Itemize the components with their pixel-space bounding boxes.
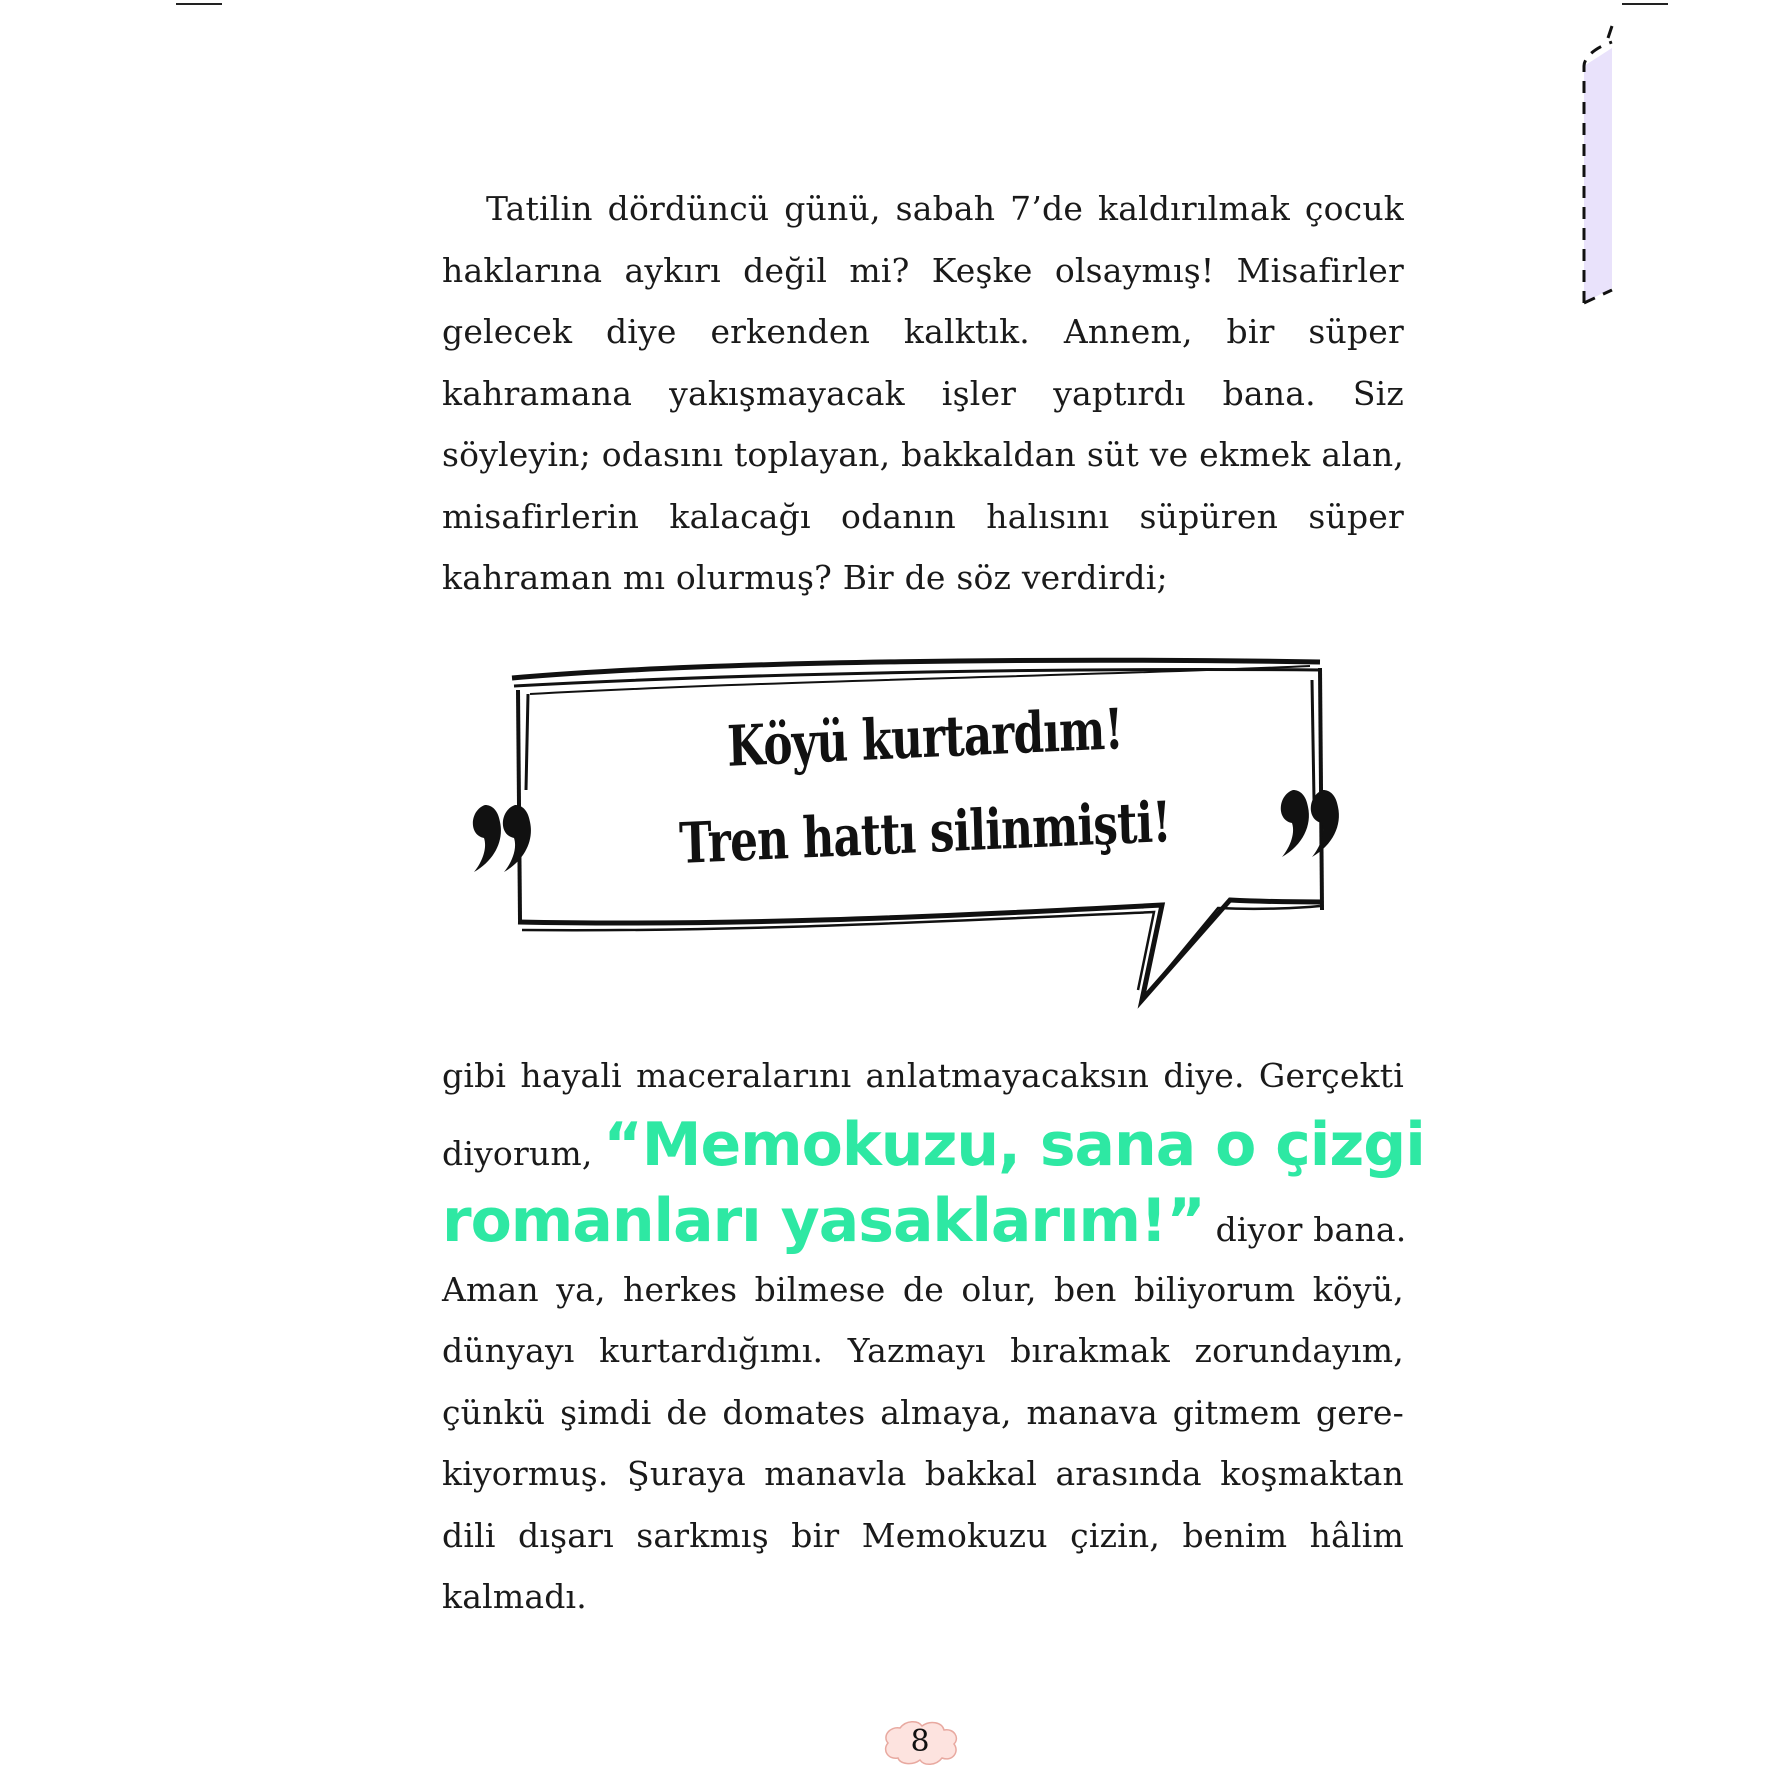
paragraph-closing bbox=[442, 1045, 1425, 1628]
page-number: 8 bbox=[910, 1724, 930, 1759]
crop-mark-left bbox=[176, 3, 222, 5]
highlighted-quote: romanları yasaklarım!” bbox=[442, 1185, 1205, 1256]
paragraph-closing-line: dünyayı kurtardığımı. Yazmayı bırakmak zorundayım, bbox=[442, 1331, 1404, 1370]
paragraph-closing-line bbox=[442, 1183, 1407, 1259]
highlighted-quote: “Memokuzu, sana o çizgi bbox=[603, 1109, 1425, 1180]
plain-text: diyorum, bbox=[442, 1133, 593, 1173]
crop-mark-right bbox=[1622, 3, 1668, 5]
speech-bubble-line-2: Tren hattı silinmişti! bbox=[678, 789, 1172, 877]
plain-text: diyor bana. bbox=[1215, 1209, 1407, 1249]
paragraph-closing-line: Aman ya, herkes bilmese de olur, ben biliyorum köyü, bbox=[442, 1269, 1404, 1309]
quote-left-icon bbox=[473, 805, 531, 872]
paragraph-closing-line: kiyormuş. Şuraya manavla bakkal arasında koşmaktan bbox=[442, 1454, 1404, 1493]
paragraph-opening: Tatilin dördüncü günü, sabah 7’de kaldırılmak çocuk haklarına aykırı değil mi? Keşke olsaymış! Misafirler gelecek diye erkenden kalktık. Annem, bir süper kahramana yakışmayacak işler yaptırdı bana. Siz söyleyin; odasını toplayan, bakkaldan süt ve ekmek alan, misafirlerin kalacağı odanın halısını süpüren süper kahraman mı olurmuş? Bir de söz verdirdi; bbox=[442, 189, 1404, 597]
quote-right-icon bbox=[1281, 790, 1339, 857]
paragraph-closing-line: gibi hayali maceralarını anlatmayacaksın diye. Gerçekti bbox=[442, 1056, 1404, 1095]
paragraph-closing-line bbox=[442, 1107, 1425, 1183]
paragraph-closing-line: dili dışarı sarkmış bir Memokuzu çizin, benim hâlim bbox=[442, 1515, 1404, 1555]
speech-bubble-line-1: Köyü kurtardım! bbox=[726, 696, 1124, 780]
paragraph-closing-line: çünkü şimdi de domates almaya, manava gitmem gere- bbox=[442, 1392, 1404, 1432]
paragraph-closing-line: kalmadı. bbox=[442, 1577, 587, 1616]
bookmark-tab bbox=[1572, 18, 1626, 313]
